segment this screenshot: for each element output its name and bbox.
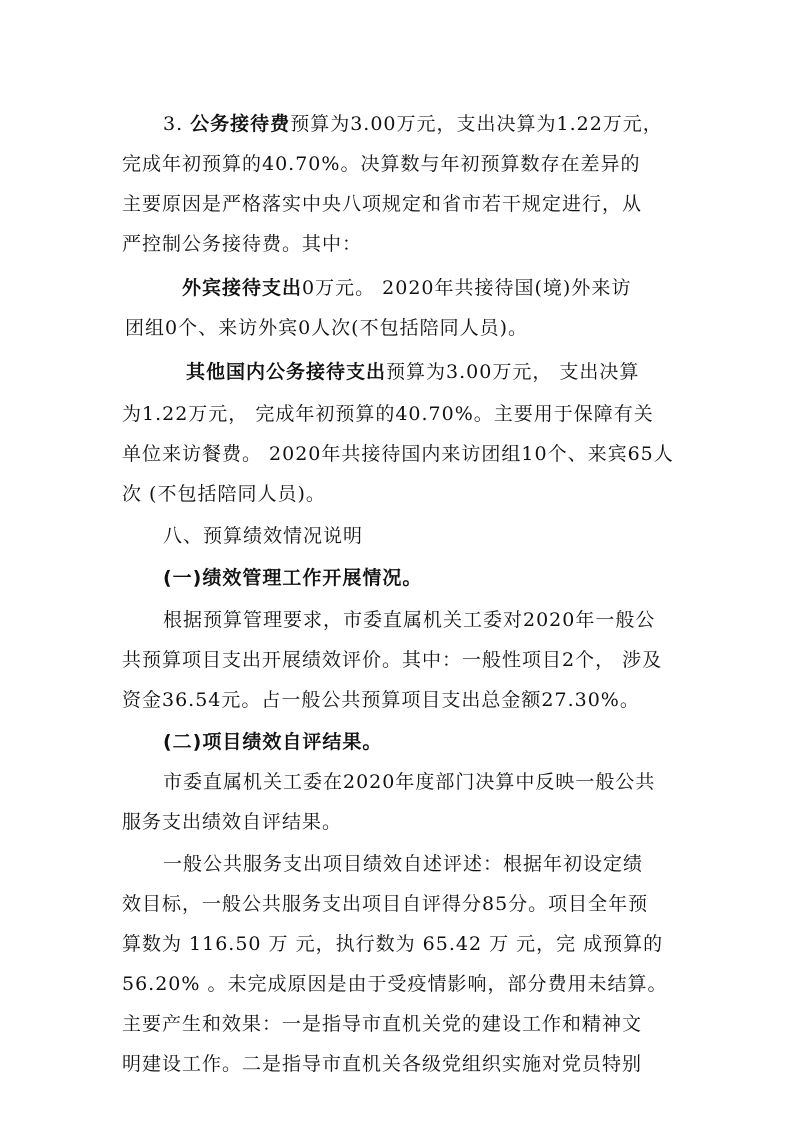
p4-line-1: 根据预算管理要求，市委直属机关工委对2020年一般公 — [163, 609, 656, 631]
p1-line-1 — [163, 112, 663, 136]
subsection-2-title: (二)项目绩效自评结果。 — [163, 731, 383, 753]
p1-line-4: 严控制公务接待费。其中： — [122, 233, 363, 255]
p3-line-4: 次 (不包括陪同人员)。 — [122, 483, 326, 505]
p2-line-1-text: 0万元。 2020年共接待国(境)外来访 — [302, 277, 632, 299]
p2-line-2: 团组0个、来访外宾0人次(不包括陪同人员)。 — [125, 317, 529, 339]
p1-line-1-text: 预算为3.00万元，支出决算为1.22万元， — [290, 113, 663, 135]
p3-line-2: 为1.22万元， 完成年初预算的40.70%。主要用于保障有关 — [122, 403, 654, 425]
p1-line-2: 完成年初预算的40.70%。决算数与年初预算数存在差异的 — [122, 153, 641, 175]
p2-heading-foreign-guests: 外宾接待支出 — [182, 277, 303, 299]
p6-line-4: 56.20% 。未完成原因是由于受疫情影响，部分费用未结算。 — [122, 973, 668, 995]
subsection-1-title: (一)绩效管理工作开展情况。 — [163, 567, 423, 589]
p1-number: 3. — [163, 113, 191, 135]
p1-heading-reception-fee: 公务接待费 — [190, 113, 291, 135]
p3-line-1 — [186, 360, 639, 384]
p6-line-3: 算数为 116.50 万 元，执行数为 65.42 万 元，完 成预算的 — [122, 933, 664, 955]
p6-line-6: 明建设工作。二是指导市直机关各级党组织实施对党员特别 — [122, 1053, 643, 1075]
p1-line-3: 主要原因是严格落实中央八项规定和省市若干规定进行，从 — [122, 193, 643, 215]
p4-line-2: 共预算项目支出开展绩效评价。其中：一般性项目2个， 涉及 — [122, 649, 663, 671]
p3-line-1-text: 预算为3.00万元， 支出决算 — [386, 361, 640, 383]
p3-line-3: 单位来访餐费。 2020年共接待国内来访团组10个、来宾65人 — [122, 443, 674, 465]
section-8-title: 八、预算绩效情况说明 — [163, 525, 364, 547]
p5-line-1: 市委直属机关工委在2020年度部门决算中反映一般公共 — [163, 771, 656, 793]
p4-line-3: 资金36.54元。占一般公共预算项目支出总金额27.30%。 — [122, 689, 640, 711]
p3-heading-domestic-reception: 其他国内公务接待支出 — [186, 361, 387, 383]
p6-line-1: 一般公共服务支出项目绩效自述评述：根据年初设定绩 — [163, 853, 644, 875]
p6-line-2: 效目标，一般公共服务支出项目自评得分85分。项目全年预 — [122, 893, 649, 915]
p2-line-1 — [182, 276, 631, 300]
p6-line-5: 主要产生和效果：一是指导市直机关党的建设工作和精神文 — [122, 1013, 643, 1035]
p5-line-2: 服务支出绩效自评结果。 — [122, 811, 343, 833]
